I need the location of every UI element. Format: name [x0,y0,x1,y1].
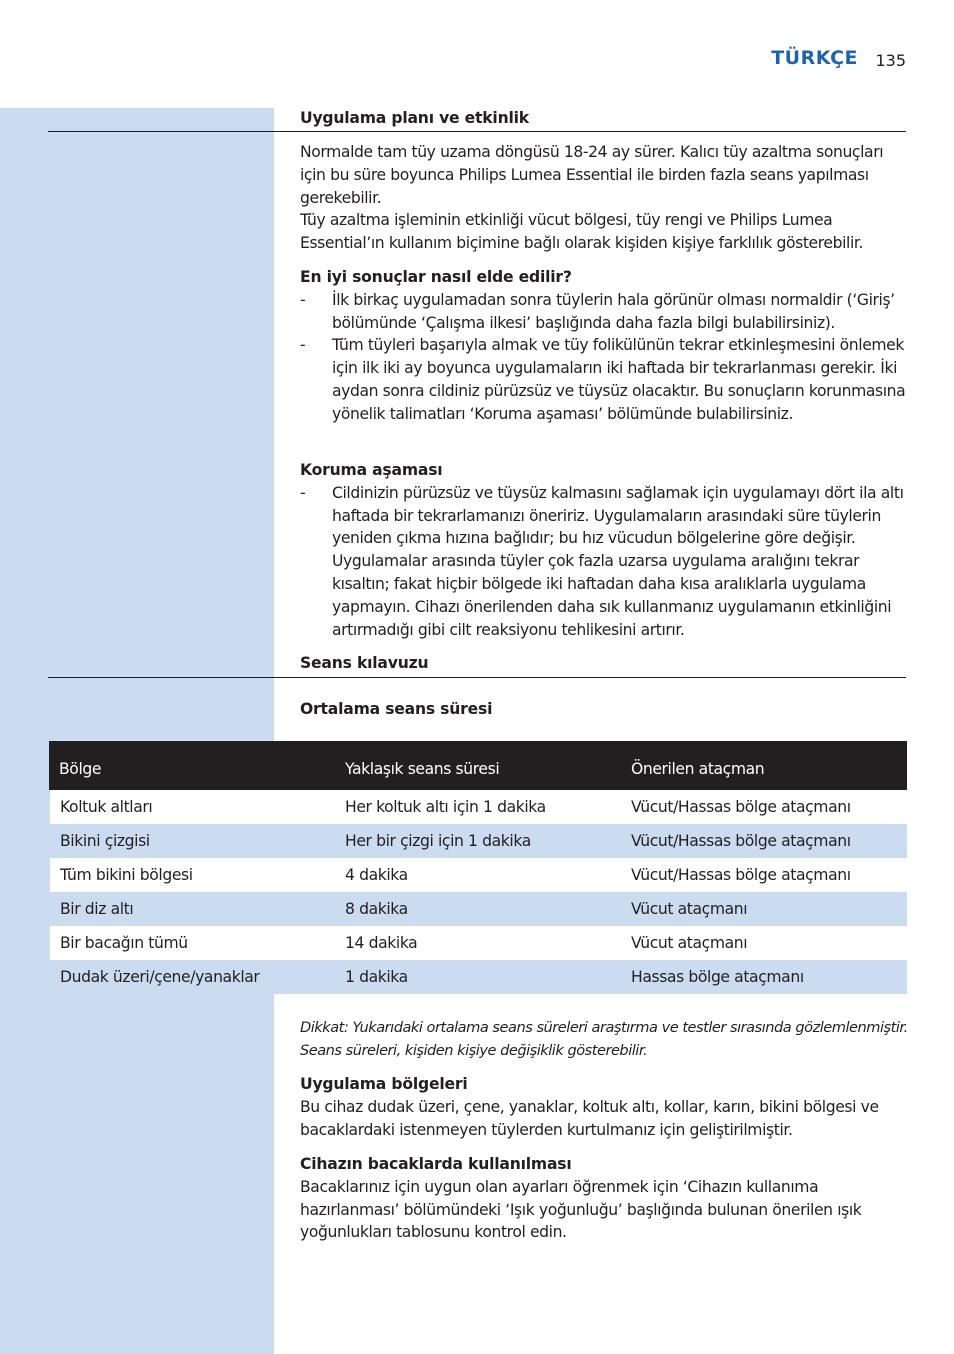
section-heading: Seans kılavuzu [300,654,429,672]
table-cell: 1 dakika [335,960,621,994]
bullet-item [300,482,910,642]
table-row [49,892,907,926]
table-cell: Vücut/Hassas bölge ataçmanı [621,790,907,824]
table-row [49,858,907,892]
section-divider [48,131,906,132]
table-note [300,1016,910,1062]
table-cell: Dudak üzeri/çene/yanaklar [49,960,335,994]
table-header-row [49,741,907,790]
table-row [49,824,907,858]
table-cell: Tüm bikini bölgesi [49,858,335,892]
table-cell: 14 dakika [335,926,621,960]
table-cell: Hassas bölge ataçmanı [621,960,907,994]
table-row [49,926,907,960]
section-heading: Uygulama planı ve etkinlik [300,109,529,127]
table-cell: Her bir çizgi için 1 dakika [335,824,621,858]
paragraph: Bacaklarınız için uygun olan ayarları öğrenmek için ‘Cihazın kullanıma hazırlanması’ bölümündeki ‘Işık yoğunluğu’ başlığında bulunan önerilen ışık yoğunlukları tablosunu kontrol edin. [300,1177,862,1242]
note-text: Dikkat: Yukarıdaki ortalama seans süreleri araştırma ve testler sırasında gözlemlenmiştir. Seans süreleri, kişiden kişiye değişiklik gösterebilir. [300,1019,908,1059]
section-session-guide [300,652,910,675]
paragraph: Bu cihaz dudak üzeri, çene, yanaklar, koltuk altı, kollar, karın, bikini bölgesi ve bacaklardaki istenmeyen tüylerden kurtulmanız için geliştirilmiştir. [300,1097,879,1139]
section-heading: Koruma aşaması [300,461,443,479]
language-header: TÜRKÇE [771,47,858,69]
section-heading: Uygulama bölgeleri [300,1075,468,1093]
table-cell: Vücut ataçmanı [621,926,907,960]
column-header: Yaklaşık seans süresi [335,741,621,790]
bullet-item [300,334,910,425]
bullet-dash: - [300,483,306,502]
table-cell: 4 dakika [335,858,621,892]
table-title: Ortalama seans süresi [300,700,493,718]
section-heading: En iyi sonuçlar nasıl elde edilir? [300,268,572,286]
table-row [49,790,907,824]
section-average-duration [300,698,910,721]
column-header: Bölge [49,741,335,790]
bullet-text: Tüm tüyleri başarıyla almak ve tüy folikülünün tekrar etkinleşmesini önlemek için ilk iki ay boyunca uygulamaların iki haftada bir tekrarlanması gerekir. İki aydan sonra cildiniz pürüzsüz ve tüysüz olacaktır. Bu sonuçların korunmasına yönelik talimatları ‘Koruma aşaması’ bölümünde bulabilirsiniz. [332,336,906,423]
table-cell: Vücut/Hassas bölge ataçmanı [621,824,907,858]
table-cell: Bir bacağın tümü [49,926,335,960]
section-legs-use [300,1153,910,1244]
table-cell: Her koltuk altı için 1 dakika [335,790,621,824]
bullet-text: İlk birkaç uygulamadan sonra tüylerin hala görünür olması normaldir (‘Giriş’ bölümünde ‘Çalışma ilkesi’ başlığında daha fazla bilgi bulabilirsiniz). [332,290,895,332]
page-number: 135 [875,51,906,70]
section-best-results [300,266,910,426]
column-header: Önerilen ataçman [621,741,907,790]
table-cell: Koltuk altları [49,790,335,824]
section-application-areas [300,1073,910,1141]
paragraph: Normalde tam tüy uzama döngüsü 18-24 ay sürer. Kalıcı tüy azaltma sonuçları için bu süre boyunca Philips Lumea Essential ile birden fazla seans yapılması gerekebilir. [300,143,884,207]
table-cell: Bir diz altı [49,892,335,926]
table-cell: 8 dakika [335,892,621,926]
bullet-dash: - [300,290,306,309]
left-margin-panel [0,108,274,1354]
section-divider [48,677,906,678]
bullet-dash: - [300,336,306,355]
bullet-text: Cildinizin pürüzsüz ve tüysüz kalmasını sağlamak için uygulamayı dört ila altı haftada bir tekrarlamanızı öneririz. Uygulamaların arasındaki süre tüylerin yeniden çıkma hızına bağlıdır; bu hız vücudun bölgelerine göre değişir. Uygulamalar arasında tüyler çok fazla uzarsa uygulama aralığını tekrar kısaltın; fakat hiçbir bölgede iki haftadan daha kısa aralıklarla uygulama yapmayın. Cihazı önerilenden daha sık kullanmanız uygulamanın etkinliğini artırmadığı gibi cilt reaksiyonu tehlikesini artırır. [332,483,904,639]
session-duration-table [48,741,907,994]
section-plan-body [300,141,910,255]
table-cell: Vücut ataçmanı [621,892,907,926]
section-heading: Cihazın bacaklarda kullanılması [300,1155,572,1173]
section-plan-efficacy [300,107,910,130]
table-row [49,960,907,994]
table-cell: Vücut/Hassas bölge ataçmanı [621,858,907,892]
bullet-item [300,289,910,335]
section-maintenance [300,459,910,641]
paragraph: Tüy azaltma işleminin etkinliği vücut bölgesi, tüy rengi ve Philips Lumea Essential’ın kullanım biçimine bağlı olarak kişiden kişiye farklılık gösterebilir. [300,211,864,253]
table-cell: Bikini çizgisi [49,824,335,858]
